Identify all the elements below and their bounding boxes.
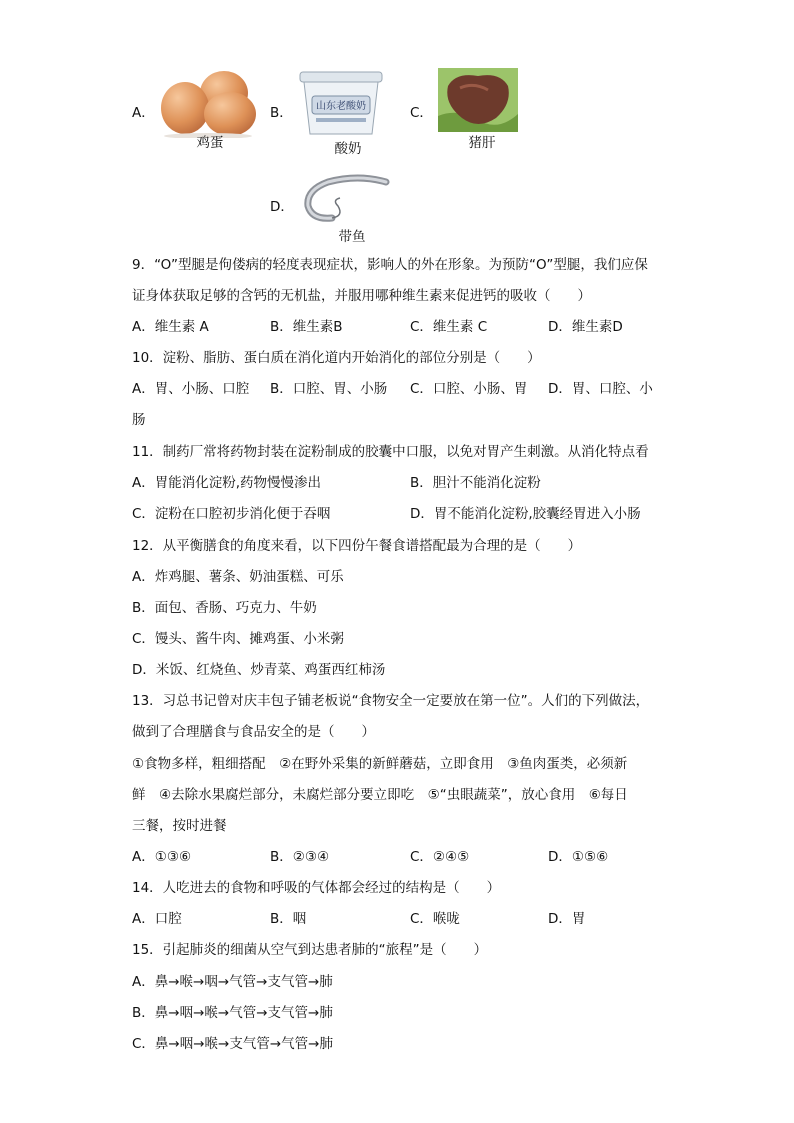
q13-stem-line-5: 三餐，按时进餐 <box>132 818 227 834</box>
q14-option-d: D．胃 <box>548 911 586 927</box>
q10-stem: 10．淀粉、脂肪、蛋白质在消化道内开始消化的部位分别是（ ） <box>132 350 541 366</box>
q12-option-b: B．面包、香肠、巧克力、牛奶 <box>132 600 317 616</box>
q9-option-d: D．维生素D <box>548 319 623 335</box>
q8-option-b-letter: B． <box>270 105 293 121</box>
eggs-image <box>158 66 262 138</box>
q11-option-a: A．胃能消化淀粉,药物慢慢渗出 <box>132 475 322 491</box>
q14-option-b: B．咽 <box>270 911 307 927</box>
q8-option-c-caption: 猪肝 <box>468 135 496 151</box>
q12-option-a: A．炸鸡腿、薯条、奶油蛋糕、可乐 <box>132 569 344 585</box>
q13-stem-line-2: 做到了合理膳食与食品安全的是（ ） <box>132 724 375 740</box>
q14-stem: 14．人吃进去的食物和呼吸的气体都会经过的结构是（ ） <box>132 880 501 896</box>
q10-option-a: A．胃、小肠、口腔 <box>132 381 250 397</box>
pig-liver-image <box>438 68 518 132</box>
q15-option-b: B．鼻→咽→喉→气管→支气管→肺 <box>132 1005 333 1021</box>
q10-option-c: C．口腔、小肠、胃 <box>410 381 528 397</box>
q14-option-c: C．喉咙 <box>410 911 460 927</box>
q12-stem: 12．从平衡膳食的角度来看，以下四份午餐食谱搭配最为合理的是（ ） <box>132 538 582 554</box>
q15-stem: 15．引起肺炎的细菌从空气到达患者肺的“旅程”是（ ） <box>132 942 488 958</box>
q8-option-a-caption: 鸡蛋 <box>196 135 224 151</box>
q8-option-a-letter: A． <box>132 105 155 121</box>
q12-option-c: C．馒头、酱牛肉、摊鸡蛋、小米粥 <box>132 631 344 647</box>
q10-option-b: B．口腔、胃、小肠 <box>270 381 388 397</box>
q9-option-b: B．维生素B <box>270 319 343 335</box>
q9-option-a: A．维生素 A <box>132 319 209 335</box>
q13-stem-line-4: 鲜 ④去除水果腐烂部分，未腐烂部分要立即吃 ⑤“虫眼蔬菜”，放心食用 ⑥每日 <box>132 787 628 803</box>
q11-option-c: C．淀粉在口腔初步消化便于吞咽 <box>132 506 331 522</box>
q9-stem-line-2: 证身体获取足够的含钙的无机盐，并服用哪种维生素来促进钙的吸收（ ） <box>132 288 591 304</box>
q13-option-a: A．①③⑥ <box>132 849 192 865</box>
q10-option-d: D．胃、口腔、小 <box>548 381 653 397</box>
q15-option-a: A．鼻→喉→咽→气管→支气管→肺 <box>132 974 333 990</box>
q8-option-d-letter: D． <box>270 199 294 215</box>
q8-option-d-caption: 带鱼 <box>338 229 366 245</box>
q9-stem-line-1: 9．“O”型腿是佝偻病的轻度表现症状，影响人的外在形象。为预防“O”型腿，我们应保 <box>132 257 648 273</box>
q13-option-c: C．②④⑤ <box>410 849 470 865</box>
yogurt-label-text: 山东老酸奶 <box>316 101 366 112</box>
q8-option-b-caption: 酸奶 <box>334 141 362 157</box>
q13-option-d: D．①⑤⑥ <box>548 849 609 865</box>
q11-option-d: D．胃不能消化淀粉,胶囊经胃进入小肠 <box>410 506 641 522</box>
q10-option-d-wrap: 肠 <box>132 412 146 428</box>
q11-option-b: B．胆汁不能消化淀粉 <box>410 475 541 491</box>
q11-stem: 11．制药厂常将药物封装在淀粉制成的胶囊中口服，以免对胃产生刺激。从消化特点看 <box>132 444 649 460</box>
hairtail-fish-image <box>298 172 394 230</box>
yogurt-cup-image <box>298 70 384 138</box>
q12-option-d: D．米饭、红烧鱼、炒青菜、鸡蛋西红柿汤 <box>132 662 386 678</box>
q8-option-c-letter: C． <box>410 105 433 121</box>
q9-option-c: C．维生素 C <box>410 319 488 335</box>
q13-stem-line-1: 13．习总书记曾对庆丰包子铺老板说“食物安全一定要放在第一位”。人们的下列做法， <box>132 693 650 709</box>
q14-option-a: A．口腔 <box>132 911 182 927</box>
q15-option-c: C．鼻→咽→喉→支气管→气管→肺 <box>132 1036 333 1052</box>
q13-stem-line-3: ①食物多样，粗细搭配 ②在野外采集的新鲜蘑菇，立即食用 ③鱼肉蛋类，必须新 <box>132 756 628 772</box>
q13-option-b: B．②③④ <box>270 849 330 865</box>
